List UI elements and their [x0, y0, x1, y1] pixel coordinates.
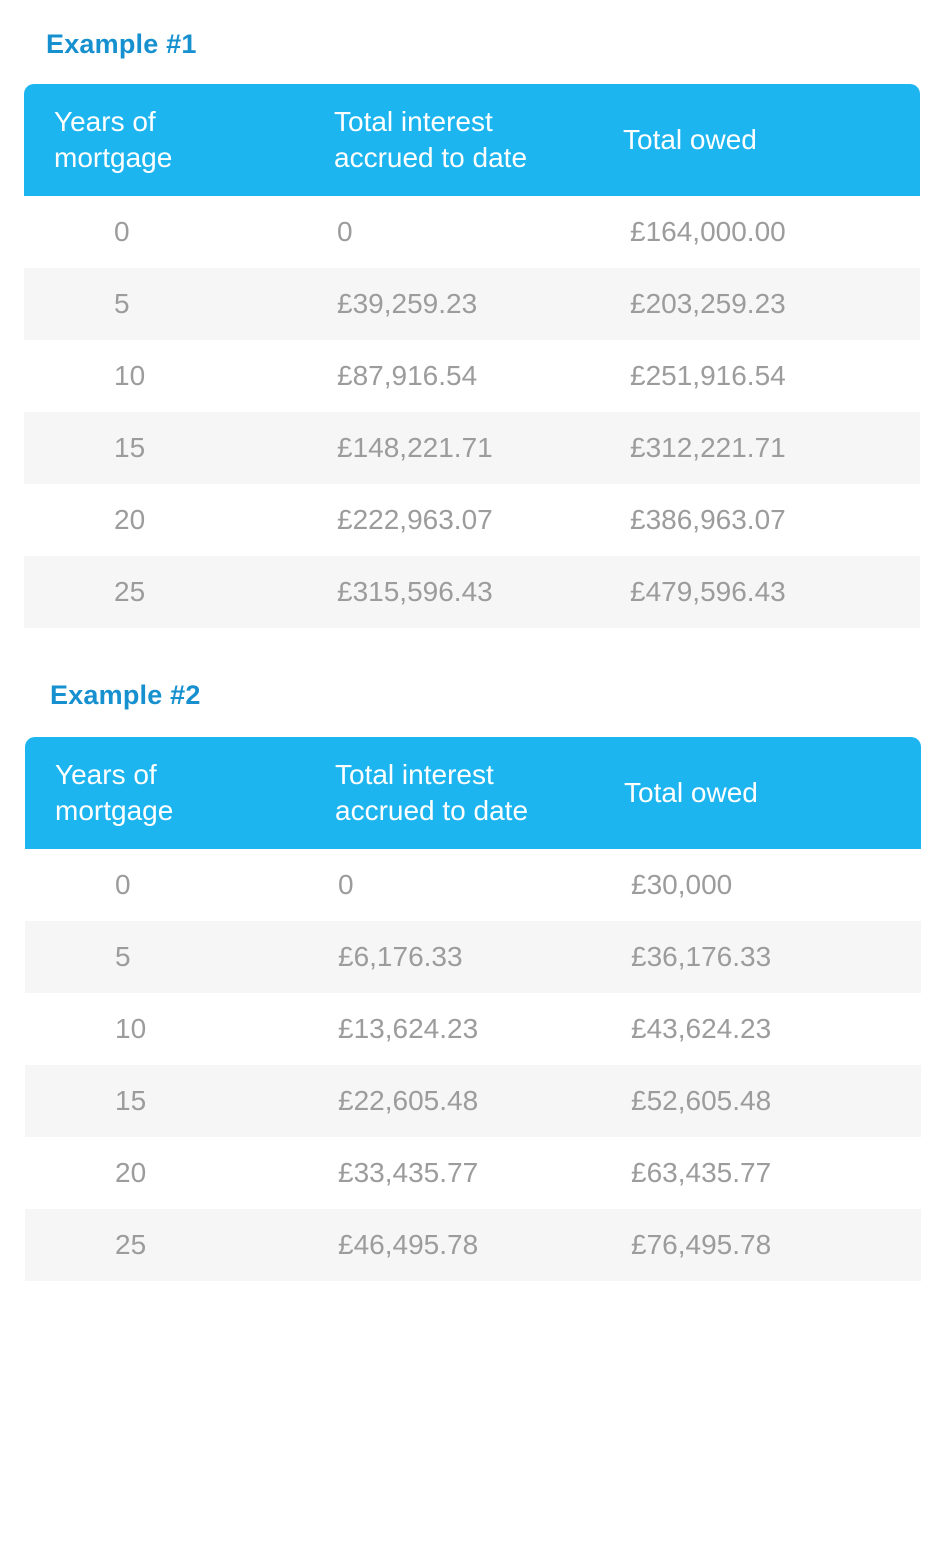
cell-owed: £203,259.23 — [630, 288, 786, 319]
cell-interest: £87,916.54 — [337, 360, 478, 391]
example-2-title: Example #2 — [50, 680, 201, 710]
cell-interest: £13,624.23 — [338, 1013, 479, 1044]
table-row — [24, 340, 920, 412]
table-row — [25, 921, 921, 993]
table-row — [25, 1065, 921, 1137]
cell-interest: £222,963.07 — [337, 504, 493, 535]
cell-years: 10 — [114, 360, 146, 391]
cell-owed: £36,176.33 — [631, 941, 772, 972]
cell-years: 10 — [115, 1013, 147, 1044]
cell-years: 15 — [115, 1085, 147, 1116]
cell-owed: £30,000 — [631, 869, 733, 900]
table-row — [24, 484, 920, 556]
cell-years: 0 — [114, 216, 130, 247]
table-header — [25, 737, 921, 849]
cell-owed: £76,495.78 — [631, 1229, 772, 1260]
cell-interest: £315,596.43 — [337, 576, 493, 607]
table-row — [24, 196, 920, 268]
table-row — [25, 1209, 921, 1281]
header-total-interest: Total interest accrued to date — [335, 759, 529, 826]
cell-years: 0 — [115, 869, 131, 900]
table-row — [24, 556, 920, 628]
cell-interest: £33,435.77 — [338, 1157, 479, 1188]
cell-owed: £164,000.00 — [630, 216, 786, 247]
cell-interest: £39,259.23 — [337, 288, 478, 319]
header-years-of-mortgage: Years of mortgage — [55, 759, 174, 826]
table-row — [24, 268, 920, 340]
example-1-table — [24, 84, 920, 628]
cell-interest: £6,176.33 — [338, 941, 463, 972]
cell-interest: £46,495.78 — [338, 1229, 479, 1260]
example-1-title: Example #1 — [46, 29, 197, 59]
header-years-of-mortgage: Years of mortgage — [54, 106, 173, 173]
cell-owed: £52,605.48 — [631, 1085, 772, 1116]
cell-owed: £386,963.07 — [630, 504, 786, 535]
table-row — [24, 412, 920, 484]
cell-years: 25 — [115, 1229, 147, 1260]
header-total-interest: Total interest accrued to date — [334, 106, 528, 173]
table-header — [24, 84, 920, 196]
header-total-owed: Total owed — [623, 124, 757, 155]
cell-years: 20 — [114, 504, 146, 535]
cell-owed: £312,221.71 — [630, 432, 786, 463]
cell-years: 25 — [114, 576, 146, 607]
table-row — [25, 849, 921, 921]
cell-interest: £148,221.71 — [337, 432, 493, 463]
cell-owed: £479,596.43 — [630, 576, 786, 607]
cell-years: 15 — [114, 432, 146, 463]
table-row — [25, 993, 921, 1065]
cell-owed: £251,916.54 — [630, 360, 786, 391]
cell-owed: £43,624.23 — [631, 1013, 772, 1044]
cell-interest: 0 — [337, 216, 353, 247]
header-total-owed: Total owed — [624, 777, 758, 808]
example-2-table — [25, 737, 921, 1281]
cell-years: 5 — [114, 288, 130, 319]
cell-years: 5 — [115, 941, 131, 972]
cell-interest: £22,605.48 — [338, 1085, 479, 1116]
cell-years: 20 — [115, 1157, 147, 1188]
table-row — [25, 1137, 921, 1209]
cell-interest: 0 — [338, 869, 354, 900]
cell-owed: £63,435.77 — [631, 1157, 772, 1188]
